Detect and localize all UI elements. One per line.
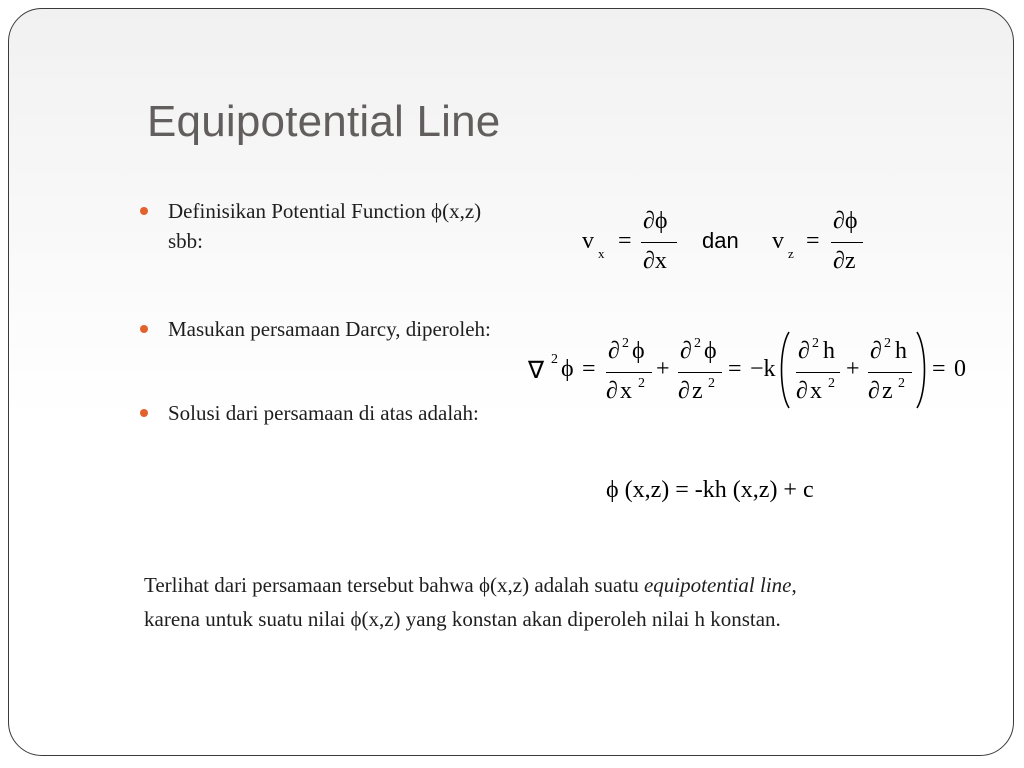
bullet-item-2 [140,314,491,344]
eq2-partial: ∂ [870,338,882,364]
eq2-equals: = [582,356,596,382]
bullet-text: Masukan persamaan Darcy, diperoleh: [168,317,491,341]
eq2-partial: ∂ [678,378,690,404]
eq2-sup: 2 [828,376,835,391]
eq1-dan: dan [702,228,739,253]
equation-solution: ϕ (x,z) = -kh (x,z) + c [606,477,814,503]
eq2-z: z [692,378,703,404]
eq2-sup: 2 [708,376,715,391]
eq2-sup: 2 [898,376,905,391]
eq2-minus-k: −k [750,356,776,382]
eq2-fraction-bar [678,372,722,373]
slide-frame [8,8,1014,756]
eq2-sup: 2 [638,376,645,391]
right-paren-icon [914,330,930,410]
slide-title: Equipotential Line [147,97,501,146]
eq1-equals: = [618,228,632,254]
eq1-equals2: = [806,228,820,254]
eq2-z: z [882,378,893,404]
bullet-item-1 [140,196,481,256]
bullet-dot [140,207,148,215]
eq2-partial: ∂ [680,338,692,364]
eq1-denominator-z: ∂z [833,248,856,274]
bullet-dot [140,409,148,417]
eq2-sup: 2 [622,336,629,351]
bullet-text-line1: Definisikan Potential Function ϕ(x,z) [168,199,482,223]
eq2-h: h [823,338,835,364]
eq2-x: x [620,378,632,404]
conclusion-paragraph [144,568,984,636]
eq1-fraction-bar2 [831,242,863,243]
bullet-dot [140,325,148,333]
eq2-sup: 2 [694,336,701,351]
bullet-item-3 [140,398,479,428]
eq1-v: v [582,228,594,254]
bullet-text: Solusi dari persamaan di atas adalah: [168,401,479,425]
eq2-equals: = [728,356,742,382]
eq1-numerator: ∂ϕ [643,208,668,234]
eq2-fraction-bar [606,372,652,373]
eq2-fraction-bar [796,372,840,373]
eq2-equals: = [932,356,946,382]
eq2-plus: + [846,356,860,382]
conclusion-text-part1: Terlihat dari persamaan tersebut bahwa ϕ(x,z) adalah suatu [144,573,644,597]
eq1-sub-x: x [598,246,605,261]
left-paren-icon [776,330,792,410]
eq2-x: x [810,378,822,404]
eq2-plus: + [656,356,670,382]
eq2-phi: ϕ [704,338,717,364]
eq2-partial: ∂ [608,338,620,364]
conclusion-text-line2: karena untuk suatu nilai ϕ(x,z) yang konstan akan diperoleh nilai h konstan. [144,607,781,631]
eq2-partial: ∂ [796,378,808,404]
eq1-sub-z: z [788,246,794,261]
eq2-phi: ϕ [632,338,645,364]
eq2-h: h [895,338,907,364]
eq2-phi: ϕ [561,356,574,382]
eq2-sup: 2 [551,352,558,367]
conclusion-text-part2: , [791,573,797,597]
eq1-fraction-bar [641,242,677,243]
eq2-partial: ∂ [868,378,880,404]
eq2-zero: 0 [954,356,966,382]
eq2-partial: ∂ [798,338,810,364]
eq1-numerator2: ∂ϕ [833,208,858,234]
eq1-v2: v [772,228,784,254]
conclusion-italic-term: equipotential line [643,573,792,597]
bullet-text-line2: sbb: [168,229,204,253]
eq2-partial: ∂ [606,378,618,404]
eq2-nabla: ∇ [528,358,545,384]
eq1-denominator-x: ∂x [643,248,667,274]
eq2-sup: 2 [884,336,891,351]
eq2-fraction-bar [868,372,912,373]
eq2-sup: 2 [812,336,819,351]
